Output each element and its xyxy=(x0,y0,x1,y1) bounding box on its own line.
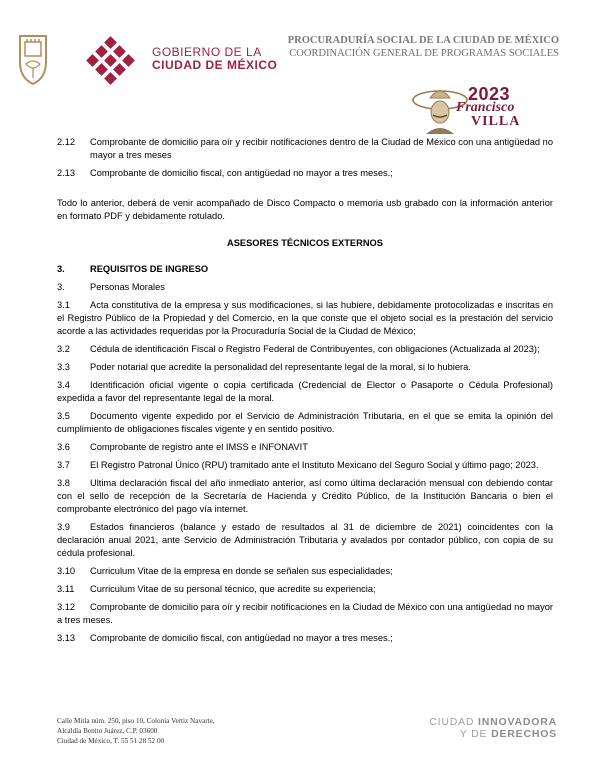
item-text: Poder notarial que acredite la personalidad del representante legal de la moral, si lo hubiera. xyxy=(90,362,471,372)
item-text: Comprobante de domicilio fiscal, con antigüedad no mayor a tres meses.; xyxy=(90,168,393,178)
item-text: Comprobante de domicilio para oír y recibir notificaciones en la Ciudad de México con una antigüedad no mayor a tres meses. xyxy=(57,602,553,625)
item-number: 3.8 xyxy=(57,478,70,488)
list-item xyxy=(57,632,553,645)
item-number: 3.13 xyxy=(57,633,76,643)
item-text: Acta constitutiva de la empresa y sus modificaciones, si las hubiere, debidamente protocolizadas e inscritas en el Registro Público de la Propiedad y del Comercio, en la que conste que el objeto social es la prestación del servicio acorde a las actividades requeridas por la Procuraduría Social de la Ciudad de México; xyxy=(57,300,553,336)
address-line-1: Calle Mitla núm. 250, piso 10, Colonia Vertiz Navarte, xyxy=(57,717,215,725)
item-number: 3.10 xyxy=(57,566,76,576)
list-item xyxy=(57,601,553,627)
list-item xyxy=(57,583,553,596)
address-line-2: Alcaldía Benito Juárez, C.P. 03600 xyxy=(57,727,158,735)
subheading-number: 3. xyxy=(57,282,65,292)
subheading-label: Personas Morales xyxy=(90,282,165,292)
item-text: Comprobante de domicilio fiscal, con antigüedad no mayor a tres meses.; xyxy=(90,633,393,643)
item-number: 3.4 xyxy=(57,380,70,390)
address-line-3: Ciudad de México, T. 55 51 28 52 00 xyxy=(57,737,165,745)
coat-of-arms-icon xyxy=(18,32,48,86)
list-item xyxy=(57,441,553,454)
item-number: 3.11 xyxy=(57,584,75,594)
item-text: Estados financieros (balance y estado de resultados al 31 de diciembre de 2021) coincidentes con la declaración anual 2021, ante Servicio de Administración Tributaria y avalados por contador público, con copia de su cédula profesional. xyxy=(57,522,553,558)
slogan-part: Y DE xyxy=(459,728,492,740)
cdmx-logo-icon xyxy=(55,33,145,88)
list-item xyxy=(57,459,553,472)
government-line-2: CIUDAD DE MÉXICO xyxy=(152,58,278,72)
subheading xyxy=(57,281,553,294)
list-item xyxy=(57,410,553,436)
document-body xyxy=(57,136,553,650)
agency-header xyxy=(288,34,559,60)
item-text: Curriculum Vitae de su personal técnico, que acredite su experiencia; xyxy=(90,584,376,594)
list-item xyxy=(57,299,553,338)
item-text: El Registro Patronal Único (RPU) tramitado ante el Instituto Mexicano del Seguro Social y último pago; 2023. xyxy=(90,460,539,470)
commemorative-name-first: Francisco xyxy=(456,100,515,115)
item-number: 3.7 xyxy=(57,460,70,470)
slogan-emphasis: DERECHOS xyxy=(491,728,557,740)
item-number: 3.12 xyxy=(57,602,76,612)
item-text: Cédula de identificación Fiscal o Registro Federal de Contribuyentes, con obligaciones (Actualizada al 2023); xyxy=(90,344,540,354)
government-name xyxy=(152,46,277,72)
list-item xyxy=(57,167,553,180)
item-number: 3.3 xyxy=(57,362,70,372)
item-text: Comprobante de domicilio para oír y recibir notificaciones dentro de la Ciudad de México con una antigüedad no mayor a tres meses xyxy=(90,137,553,160)
heading-label: REQUISITOS DE INGRESO xyxy=(90,264,209,274)
requirements-heading xyxy=(57,263,553,276)
list-item xyxy=(57,477,553,516)
item-text: Documento vigente expedido por el Servicio de Administración Tributaria, en el que se emita la opinión del cumplimiento de obligaciones fiscales vigente y en sentido positivo. xyxy=(57,411,553,434)
item-number: 3.1 xyxy=(57,300,70,310)
government-line-1: GOBIERNO DE LA xyxy=(152,45,262,59)
list-item xyxy=(57,136,553,162)
item-number: 3.9 xyxy=(57,522,70,532)
commemorative-year: 2023 xyxy=(468,84,511,104)
list-item xyxy=(57,379,553,405)
item-text: Curriculum Vitae de la empresa en donde se señalen sus especialidades; xyxy=(90,566,393,576)
item-text: Ultima declaración fiscal del año inmediato anterior, así como última declaración mensual con debiendo contar con el sello de recepción de la Secretaría de Hacienda y Crédito Público, de la Institución Bancaria o bien el comprobante electrónico del pago vía internet. xyxy=(57,478,553,514)
list-item xyxy=(57,565,553,578)
slogan-emphasis: INNOVADORA xyxy=(478,716,557,728)
note-paragraph: Todo lo anterior, deberá de venir acompañado de Disco Compacto o memoria usb grabado con la información anterior en formato PDF y debidamente rotulado. xyxy=(57,198,553,221)
footer-slogan xyxy=(429,716,557,740)
item-text: Identificación oficial vigente o copia certificada (Credencial de Elector o Pasaporte o Cédula Profesional) expedida a favor del representante legal de la moral. xyxy=(57,380,553,403)
section-title: ASESORES TÉCNICOS EXTERNOS xyxy=(226,238,383,248)
footer-address xyxy=(57,716,215,746)
list-item xyxy=(57,361,553,374)
item-number: 3.6 xyxy=(57,442,70,452)
heading-number: 3. xyxy=(57,264,65,274)
item-text: Comprobante de registro ante el IMSS e INFONAVIT xyxy=(90,442,308,452)
slogan-part: CIUDAD xyxy=(429,716,479,728)
item-number: 3.5 xyxy=(57,411,70,421)
agency-name: PROCURADURÍA SOCIAL DE LA CIUDAD DE MÉXICO xyxy=(287,35,559,46)
item-number: 2.13 xyxy=(57,168,76,178)
commemorative-name-last: VILLA xyxy=(471,114,521,129)
list-item xyxy=(57,521,553,560)
item-number: 3.2 xyxy=(57,344,70,354)
list-item xyxy=(57,343,553,356)
item-number: 2.12 xyxy=(57,137,76,147)
agency-division: COORDINACIÓN GENERAL DE PROGRAMAS SOCIALES xyxy=(289,48,559,59)
